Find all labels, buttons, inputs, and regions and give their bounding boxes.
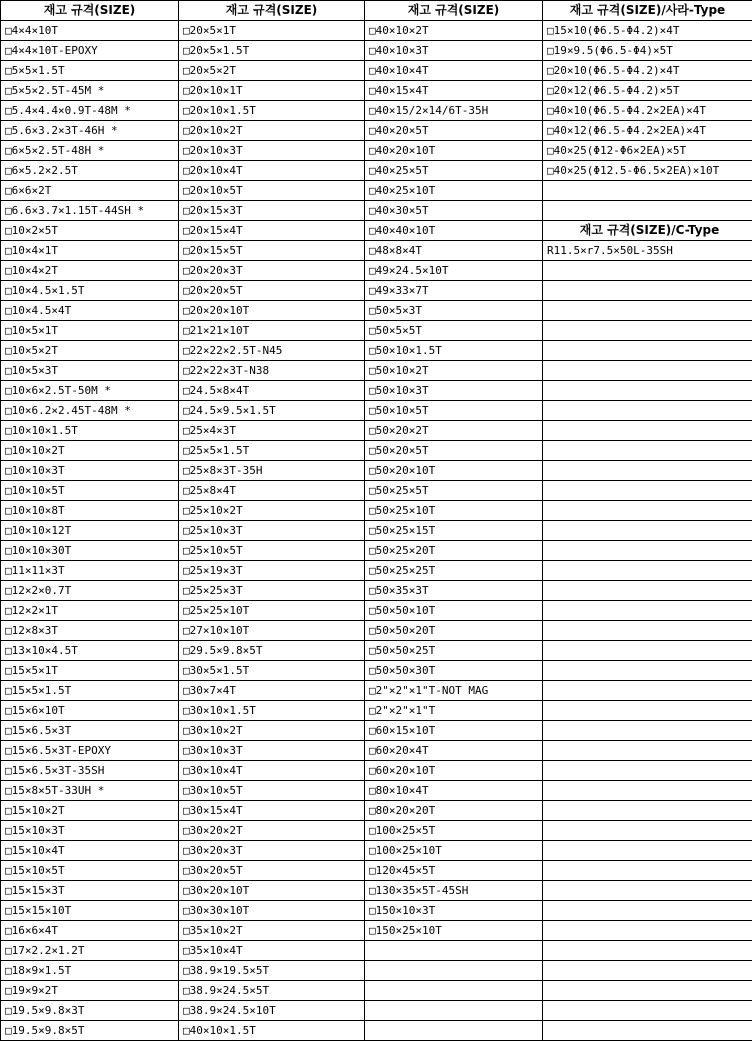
blank-cell [543,421,752,441]
size-cell: □60×20×4T [365,741,543,761]
size-cell: □2"×2"×1"T-NOT MAG [365,681,543,701]
size-cell: □4×4×10T [1,21,179,41]
blank-cell [543,561,752,581]
table-row [1,301,752,321]
table-row [1,401,752,421]
size-cell: □10×10×12T [1,521,179,541]
size-cell: □40×25×10T [365,181,543,201]
table-row [1,81,752,101]
sara-type-cell: □20×10(Φ6.5-Φ4.2)×4T [543,61,752,81]
size-cell: □15×6.5×3T-35SH [1,761,179,781]
size-cell: □40×10×3T [365,41,543,61]
size-cell: □30×7×4T [179,681,365,701]
sara-type-cell: □19×9.5(Φ6.5-Φ4)×5T [543,41,752,61]
size-cell: □100×25×5T [365,821,543,841]
blank-cell [543,821,752,841]
table-row [1,281,752,301]
table-row [1,741,752,761]
size-cell: □19.5×9.8×3T [1,1001,179,1021]
size-cell: □21×21×10T [179,321,365,341]
table-row [1,701,752,721]
table-row [1,421,752,441]
size-cell: □60×20×10T [365,761,543,781]
table-row [1,821,752,841]
size-cell: □20×10×4T [179,161,365,181]
size-cell: □10×4.5×1.5T [1,281,179,301]
size-cell: □15×15×10T [1,901,179,921]
table-row [1,841,752,861]
size-cell [365,941,543,961]
table-row [1,41,752,61]
c-type-cell: R11.5×r7.5×50L-35SH [543,241,752,261]
header-row [1,1,752,21]
table-row [1,141,752,161]
size-cell: □50×10×2T [365,361,543,381]
size-cell: □150×10×3T [365,901,543,921]
header-col3: 재고 규격(SIZE) [365,1,543,21]
table-row [1,621,752,641]
size-cell: □20×5×1.5T [179,41,365,61]
size-cell: □120×45×5T [365,861,543,881]
c-type-header: 재고 규격(SIZE)/C-Type [543,221,752,241]
blank-cell [543,661,752,681]
size-cell: □80×10×4T [365,781,543,801]
size-cell: □15×15×3T [1,881,179,901]
table-row [1,861,752,881]
blank-cell [543,741,752,761]
inventory-body [1,21,752,1041]
blank-cell [543,261,752,281]
table-row [1,241,752,261]
size-cell: □49×33×7T [365,281,543,301]
blank-cell [543,401,752,421]
size-cell: □130×35×5T-45SH [365,881,543,901]
blank-cell [543,941,752,961]
blank-cell [543,301,752,321]
size-cell: □25×10×3T [179,521,365,541]
size-cell: □50×25×10T [365,501,543,521]
table-row [1,941,752,961]
size-cell: □60×15×10T [365,721,543,741]
size-cell: □40×20×10T [365,141,543,161]
size-cell: □50×50×20T [365,621,543,641]
size-cell: □50×20×10T [365,461,543,481]
size-cell: □20×20×5T [179,281,365,301]
size-cell: □2"×2"×1"T [365,701,543,721]
size-cell: □15×10×4T [1,841,179,861]
size-cell: □29.5×9.8×5T [179,641,365,661]
table-row [1,921,752,941]
table-row [1,561,752,581]
blank-cell [543,901,752,921]
size-cell: □10×10×30T [1,541,179,561]
size-cell: □10×10×5T [1,481,179,501]
size-cell: □5×5×1.5T [1,61,179,81]
size-cell: □20×15×4T [179,221,365,241]
size-cell: □35×10×2T [179,921,365,941]
table-row [1,341,752,361]
size-cell: □22×22×2.5T-N45 [179,341,365,361]
size-cell: □50×10×1.5T [365,341,543,361]
size-cell: □30×20×10T [179,881,365,901]
size-cell: □16×6×4T [1,921,179,941]
blank-cell [543,501,752,521]
size-cell: □20×10×1T [179,81,365,101]
table-row [1,121,752,141]
size-cell: □20×15×3T [179,201,365,221]
sara-type-cell: □20×12(Φ6.5-Φ4.2)×5T [543,81,752,101]
size-cell: □30×20×3T [179,841,365,861]
blank-cell [543,381,752,401]
size-cell: □22×22×3T-N38 [179,361,365,381]
blank-cell [543,461,752,481]
table-row [1,161,752,181]
size-cell: □40×30×5T [365,201,543,221]
blank-cell [543,1021,752,1041]
size-cell: □30×10×2T [179,721,365,741]
size-cell: □49×24.5×10T [365,261,543,281]
table-row [1,361,752,381]
size-cell: □10×10×1.5T [1,421,179,441]
size-cell: □30×10×5T [179,781,365,801]
table-row [1,521,752,541]
blank-cell [543,701,752,721]
size-cell: □40×15×4T [365,81,543,101]
size-cell: □50×10×3T [365,381,543,401]
size-cell: □20×20×3T [179,261,365,281]
size-cell [365,1001,543,1021]
blank-cell [543,281,752,301]
size-cell: □50×50×10T [365,601,543,621]
size-cell: □40×15/2×14/6T-35H [365,101,543,121]
size-cell: □48×8×4T [365,241,543,261]
blank-cell [543,361,752,381]
sara-type-cell: □40×12(Φ6.5-Φ4.2×2EA)×4T [543,121,752,141]
size-cell: □50×50×30T [365,661,543,681]
size-cell: □30×20×5T [179,861,365,881]
blank-cell [543,441,752,461]
size-cell: □6×5.2×2.5T [1,161,179,181]
size-cell: □30×10×3T [179,741,365,761]
size-cell: □50×25×15T [365,521,543,541]
size-cell: □27×10×10T [179,621,365,641]
sara-type-cell: □40×10(Φ6.5-Φ4.2×2EA)×4T [543,101,752,121]
table-row [1,101,752,121]
size-cell: □20×10×5T [179,181,365,201]
size-cell: □19.5×9.8×5T [1,1021,179,1041]
size-cell: □15×10×5T [1,861,179,881]
size-cell: □40×25×5T [365,161,543,181]
size-cell: □50×10×5T [365,401,543,421]
size-cell: □10×4.5×4T [1,301,179,321]
size-cell [365,981,543,1001]
size-cell: □30×30×10T [179,901,365,921]
table-row [1,1001,752,1021]
size-cell [365,961,543,981]
size-cell: □38.9×19.5×5T [179,961,365,981]
table-row [1,321,752,341]
blank-cell [543,541,752,561]
size-cell: □12×2×0.7T [1,581,179,601]
size-cell: □15×6.5×3T-EPOXY [1,741,179,761]
sara-type-cell: □15×10(Φ6.5-Φ4.2)×4T [543,21,752,41]
size-cell: □15×5×1.5T [1,681,179,701]
size-cell: □10×5×3T [1,361,179,381]
size-cell: □50×50×25T [365,641,543,661]
size-cell: □40×10×2T [365,21,543,41]
size-cell: □25×19×3T [179,561,365,581]
size-cell: □6×5×2.5T-48H * [1,141,179,161]
table-row [1,881,752,901]
table-row [1,661,752,681]
size-cell: □10×6×2.5T-50M * [1,381,179,401]
size-cell: □10×10×2T [1,441,179,461]
size-cell: □12×8×3T [1,621,179,641]
size-cell: □10×5×1T [1,321,179,341]
table-row [1,681,752,701]
size-cell: □50×20×2T [365,421,543,441]
size-cell: □10×4×1T [1,241,179,261]
size-cell: □25×25×10T [179,601,365,621]
size-cell: □10×10×3T [1,461,179,481]
blank-cell [543,321,752,341]
size-cell: □50×25×20T [365,541,543,561]
size-cell: □50×20×5T [365,441,543,461]
size-cell: □35×10×4T [179,941,365,961]
table-row [1,1021,752,1041]
size-cell: □100×25×10T [365,841,543,861]
blank-cell [543,681,752,701]
size-cell: □150×25×10T [365,921,543,941]
size-cell: □15×6×10T [1,701,179,721]
size-cell: □50×5×5T [365,321,543,341]
table-row [1,481,752,501]
size-cell: □10×4×2T [1,261,179,281]
size-cell: □5.4×4.4×0.9T-48M * [1,101,179,121]
size-cell: □20×5×2T [179,61,365,81]
size-cell: □20×15×5T [179,241,365,261]
blank-cell [543,481,752,501]
size-cell: □40×20×5T [365,121,543,141]
blank-cell [543,601,752,621]
size-cell: □20×5×1T [179,21,365,41]
size-cell: □80×20×20T [365,801,543,821]
size-cell: □40×10×1.5T [179,1021,365,1041]
size-cell: □50×25×5T [365,481,543,501]
blank-cell [543,761,752,781]
sara-type-cell: □40×25(Φ12-Φ6×2EA)×5T [543,141,752,161]
blank-cell [543,201,752,221]
blank-cell [543,1001,752,1021]
blank-cell [543,341,752,361]
size-cell: □12×2×1T [1,601,179,621]
size-cell: □50×35×3T [365,581,543,601]
size-cell: □15×6.5×3T [1,721,179,741]
size-cell: □24.5×9.5×1.5T [179,401,365,421]
size-cell: □15×10×3T [1,821,179,841]
blank-cell [543,801,752,821]
table-row [1,21,752,41]
blank-cell [543,181,752,201]
table-row [1,221,752,241]
size-cell: □25×8×3T-35H [179,461,365,481]
table-row [1,501,752,521]
table-row [1,581,752,601]
size-cell: □20×20×10T [179,301,365,321]
size-cell: □25×5×1.5T [179,441,365,461]
size-cell: □15×8×5T-33UH * [1,781,179,801]
size-cell: □25×25×3T [179,581,365,601]
size-cell: □5.6×3.2×3T-46H * [1,121,179,141]
size-cell: □30×20×2T [179,821,365,841]
blank-cell [543,841,752,861]
size-cell: □19×9×2T [1,981,179,1001]
size-cell: □50×25×25T [365,561,543,581]
table-row [1,381,752,401]
header-sara-type: 재고 규격(SIZE)/사라-Type [543,1,752,21]
size-cell: □30×10×1.5T [179,701,365,721]
size-cell: □6.6×3.7×1.15T-44SH * [1,201,179,221]
size-cell: □30×15×4T [179,801,365,821]
size-cell: □30×10×4T [179,761,365,781]
size-cell: □30×5×1.5T [179,661,365,681]
size-cell: □6×6×2T [1,181,179,201]
blank-cell [543,881,752,901]
blank-cell [543,521,752,541]
blank-cell [543,861,752,881]
table-row [1,761,752,781]
table-row [1,641,752,661]
table-row [1,801,752,821]
size-cell: □17×2.2×1.2T [1,941,179,961]
size-cell: □10×2×5T [1,221,179,241]
size-cell: □24.5×8×4T [179,381,365,401]
size-cell: □38.9×24.5×5T [179,981,365,1001]
size-cell: □15×5×1T [1,661,179,681]
table-row [1,461,752,481]
blank-cell [543,721,752,741]
size-cell: □20×10×3T [179,141,365,161]
table-row [1,541,752,561]
size-cell: □25×8×4T [179,481,365,501]
size-cell: □20×10×2T [179,121,365,141]
blank-cell [543,981,752,1001]
size-cell: □20×10×1.5T [179,101,365,121]
header-col1: 재고 규격(SIZE) [1,1,179,21]
table-row [1,781,752,801]
size-cell: □18×9×1.5T [1,961,179,981]
sara-type-cell: □40×25(Φ12.5-Φ6.5×2EA)×10T [543,161,752,181]
blank-cell [543,961,752,981]
blank-cell [543,621,752,641]
blank-cell [543,781,752,801]
size-cell: □13×10×4.5T [1,641,179,661]
table-row [1,201,752,221]
size-cell [365,1021,543,1041]
blank-cell [543,641,752,661]
size-cell: □15×10×2T [1,801,179,821]
blank-cell [543,921,752,941]
table-row [1,181,752,201]
size-cell: □40×10×4T [365,61,543,81]
blank-cell [543,581,752,601]
table-row [1,721,752,741]
size-cell: □40×40×10T [365,221,543,241]
table-row [1,901,752,921]
size-cell: □10×5×2T [1,341,179,361]
size-cell: □25×10×5T [179,541,365,561]
table-row [1,441,752,461]
size-cell: □50×5×3T [365,301,543,321]
size-cell: □10×10×8T [1,501,179,521]
table-row [1,961,752,981]
size-cell: □5×5×2.5T-45M * [1,81,179,101]
table-row [1,601,752,621]
table-row [1,981,752,1001]
header-col2: 재고 규격(SIZE) [179,1,365,21]
table-row [1,61,752,81]
size-cell: □10×6.2×2.45T-48M * [1,401,179,421]
size-cell: □11×11×3T [1,561,179,581]
size-cell: □4×4×10T-EPOXY [1,41,179,61]
size-cell: □25×10×2T [179,501,365,521]
table-row [1,261,752,281]
size-cell: □38.9×24.5×10T [179,1001,365,1021]
size-cell: □25×4×3T [179,421,365,441]
